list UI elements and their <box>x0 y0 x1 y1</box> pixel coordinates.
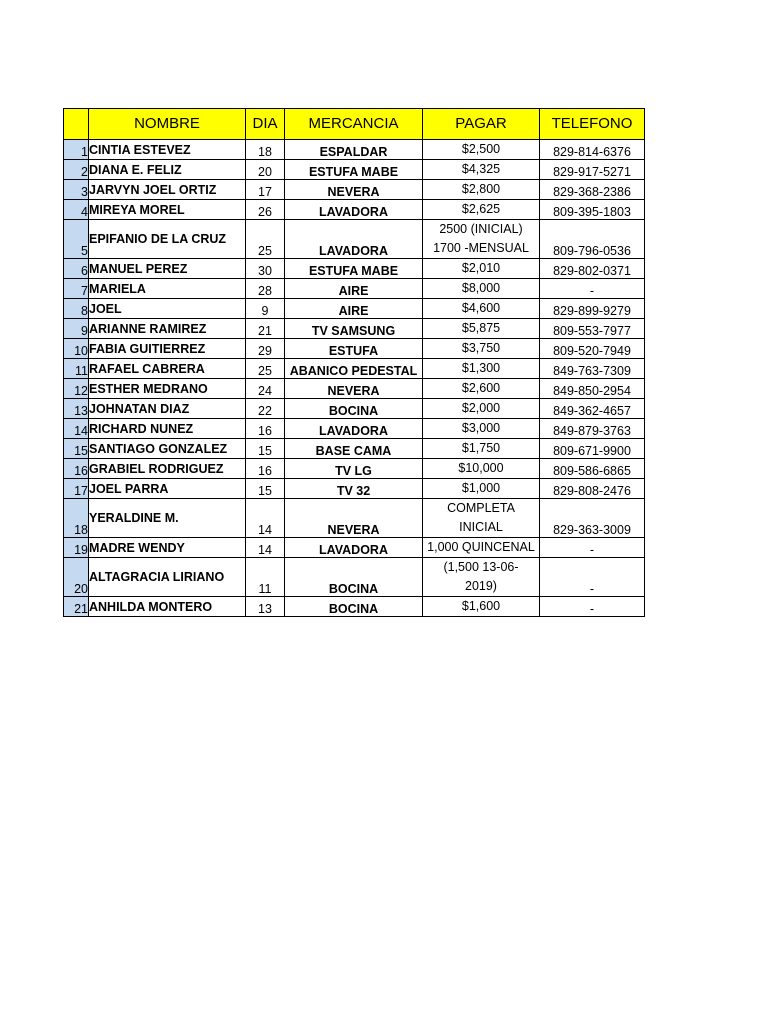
pagar-line: $1,300 <box>461 361 501 375</box>
table-body <box>64 140 645 617</box>
table-row <box>64 439 645 459</box>
cell-telefono[interactable]: 849-850-2954 <box>540 379 645 399</box>
cell-pagar[interactable] <box>423 140 540 160</box>
pagar-line: $1,750 <box>461 441 501 455</box>
cell-telefono[interactable]: 829-368-2386 <box>540 180 645 200</box>
cell-dia[interactable]: 13 <box>246 597 285 617</box>
cell-mercancia[interactable]: BASE CAMA <box>285 439 423 459</box>
cell-pagar[interactable] <box>423 160 540 180</box>
cell-mercancia[interactable]: ESTUFA <box>285 339 423 359</box>
row-number[interactable]: 11 <box>64 359 89 379</box>
cell-mercancia[interactable]: NEVERA <box>285 379 423 399</box>
table-row <box>64 200 645 220</box>
cell-nombre[interactable]: MANUEL PEREZ <box>89 259 246 279</box>
cell-pagar[interactable] <box>423 379 540 399</box>
pagar-line: (1,500 13-06- <box>443 560 519 574</box>
cell-nombre[interactable]: JOEL PARRA <box>89 479 246 499</box>
cell-telefono[interactable]: 849-763-7309 <box>540 359 645 379</box>
cell-dia[interactable]: 28 <box>246 279 285 299</box>
row-number[interactable]: 21 <box>64 597 89 617</box>
header-row <box>64 109 645 140</box>
cell-mercancia[interactable]: LAVADORA <box>285 538 423 558</box>
cell-pagar[interactable] <box>423 479 540 499</box>
cell-pagar[interactable] <box>423 259 540 279</box>
cell-dia[interactable]: 25 <box>246 220 285 259</box>
cell-pagar[interactable] <box>423 359 540 379</box>
cell-dia[interactable]: 29 <box>246 339 285 359</box>
cell-nombre[interactable]: SANTIAGO GONZALEZ <box>89 439 246 459</box>
cell-nombre[interactable]: DIANA E. FELIZ <box>89 160 246 180</box>
cell-telefono[interactable]: - <box>540 279 645 299</box>
cell-telefono[interactable]: 849-879-3763 <box>540 419 645 439</box>
cell-nombre[interactable]: MARIELA <box>89 279 246 299</box>
table-row <box>64 538 645 558</box>
cell-dia[interactable]: 16 <box>246 459 285 479</box>
header-mercancia: MERCANCIA <box>285 109 423 140</box>
cell-pagar[interactable] <box>423 459 540 479</box>
cell-mercancia[interactable]: ESPALDAR <box>285 140 423 160</box>
row-number[interactable]: 20 <box>64 558 89 597</box>
cell-telefono[interactable]: 829-899-9279 <box>540 299 645 319</box>
table-row <box>64 160 645 180</box>
cell-pagar[interactable] <box>423 339 540 359</box>
table-row <box>64 279 645 299</box>
row-number[interactable]: 12 <box>64 379 89 399</box>
row-number[interactable]: 9 <box>64 319 89 339</box>
cell-dia[interactable]: 22 <box>246 399 285 419</box>
pagar-line: $3,000 <box>461 421 501 435</box>
pagar-line: INICIAL <box>459 520 503 534</box>
cell-mercancia[interactable]: BOCINA <box>285 597 423 617</box>
cell-dia[interactable]: 15 <box>246 439 285 459</box>
pagar-line: 1700 -MENSUAL <box>433 241 529 255</box>
pagar-line: $2,600 <box>461 381 501 395</box>
cell-pagar[interactable] <box>423 399 540 419</box>
header-nombre: NOMBRE <box>89 109 246 140</box>
cell-nombre[interactable]: ALTAGRACIA LIRIANO <box>89 558 246 597</box>
table-row <box>64 140 645 160</box>
cell-nombre[interactable]: JOHNATAN DIAZ <box>89 399 246 419</box>
cell-nombre[interactable]: ESTHER MEDRANO <box>89 379 246 399</box>
table-row <box>64 319 645 339</box>
pagar-line: $4,325 <box>461 162 501 176</box>
cell-telefono[interactable]: 829-814-6376 <box>540 140 645 160</box>
header-pagar: PAGAR <box>423 109 540 140</box>
cell-mercancia[interactable]: BOCINA <box>285 399 423 419</box>
row-number[interactable]: 15 <box>64 439 89 459</box>
table-row <box>64 597 645 617</box>
table-row <box>64 499 645 538</box>
cell-nombre[interactable]: JARVYN JOEL ORTIZ <box>89 180 246 200</box>
cell-dia[interactable]: 14 <box>246 499 285 538</box>
cell-telefono[interactable]: 809-796-0536 <box>540 220 645 259</box>
cell-nombre[interactable]: JOEL <box>89 299 246 319</box>
cell-pagar[interactable] <box>423 558 540 597</box>
payments-table <box>63 108 645 617</box>
row-number[interactable]: 6 <box>64 259 89 279</box>
header-telefono: TELEFONO <box>540 109 645 140</box>
cell-pagar[interactable] <box>423 180 540 200</box>
cell-nombre[interactable]: YERALDINE M. <box>89 499 246 538</box>
cell-telefono[interactable]: 829-363-3009 <box>540 499 645 538</box>
row-number[interactable]: 19 <box>64 538 89 558</box>
header-index <box>64 109 89 140</box>
cell-telefono[interactable]: 809-395-1803 <box>540 200 645 220</box>
cell-pagar[interactable] <box>423 279 540 299</box>
cell-mercancia[interactable]: NEVERA <box>285 499 423 538</box>
pagar-line: $2,500 <box>461 142 501 156</box>
header-dia: DIA <box>246 109 285 140</box>
cell-dia[interactable]: 17 <box>246 180 285 200</box>
pagar-line: $3,750 <box>461 341 501 355</box>
pagar-line: $5,875 <box>461 321 501 335</box>
row-number[interactable]: 8 <box>64 299 89 319</box>
pagar-line: COMPLETA <box>447 501 515 515</box>
cell-dia[interactable]: 21 <box>246 319 285 339</box>
row-number[interactable]: 13 <box>64 399 89 419</box>
cell-dia[interactable]: 18 <box>246 140 285 160</box>
row-number[interactable]: 14 <box>64 419 89 439</box>
cell-mercancia[interactable]: LAVADORA <box>285 220 423 259</box>
cell-pagar[interactable] <box>423 597 540 617</box>
table-row <box>64 399 645 419</box>
table-row <box>64 220 645 259</box>
cell-nombre[interactable]: RAFAEL CABRERA <box>89 359 246 379</box>
row-number[interactable]: 1 <box>64 140 89 160</box>
cell-mercancia[interactable]: TV LG <box>285 459 423 479</box>
cell-mercancia[interactable]: AIRE <box>285 299 423 319</box>
cell-nombre[interactable]: RICHARD NUNEZ <box>89 419 246 439</box>
pagar-line: $10,000 <box>458 461 504 475</box>
cell-telefono[interactable]: - <box>540 558 645 597</box>
row-number[interactable]: 16 <box>64 459 89 479</box>
row-number[interactable]: 3 <box>64 180 89 200</box>
cell-dia[interactable]: 11 <box>246 558 285 597</box>
cell-telefono[interactable]: 809-553-7977 <box>540 319 645 339</box>
cell-telefono[interactable]: 829-808-2476 <box>540 479 645 499</box>
row-number[interactable]: 18 <box>64 499 89 538</box>
cell-nombre[interactable]: EPIFANIO DE LA CRUZ <box>89 220 246 259</box>
pagar-line: $2,010 <box>461 261 501 275</box>
cell-telefono[interactable]: 829-802-0371 <box>540 259 645 279</box>
cell-telefono[interactable]: 809-671-9900 <box>540 439 645 459</box>
cell-telefono[interactable]: - <box>540 597 645 617</box>
cell-mercancia[interactable]: AIRE <box>285 279 423 299</box>
cell-pagar[interactable] <box>423 538 540 558</box>
pagar-line: 2500 (INICIAL) <box>439 222 523 236</box>
cell-pagar[interactable] <box>423 220 540 259</box>
pagar-line: $2,000 <box>461 401 501 415</box>
cell-mercancia[interactable]: ABANICO PEDESTAL <box>285 359 423 379</box>
cell-mercancia[interactable]: TV 32 <box>285 479 423 499</box>
cell-telefono[interactable]: 829-917-5271 <box>540 160 645 180</box>
cell-dia[interactable]: 26 <box>246 200 285 220</box>
table-row <box>64 479 645 499</box>
cell-dia[interactable]: 16 <box>246 419 285 439</box>
table-row <box>64 379 645 399</box>
cell-nombre[interactable]: MADRE WENDY <box>89 538 246 558</box>
row-number[interactable]: 5 <box>64 220 89 259</box>
row-number[interactable]: 2 <box>64 160 89 180</box>
cell-mercancia[interactable]: LAVADORA <box>285 200 423 220</box>
pagar-line: $2,800 <box>461 182 501 196</box>
table-row <box>64 339 645 359</box>
pagar-line: $1,600 <box>461 599 501 613</box>
pagar-line: $4,600 <box>461 301 501 315</box>
pagar-line: 2019) <box>465 579 497 593</box>
row-number[interactable]: 7 <box>64 279 89 299</box>
pagar-line: $8,000 <box>461 281 501 295</box>
table-row <box>64 259 645 279</box>
cell-mercancia[interactable]: TV SAMSUNG <box>285 319 423 339</box>
cell-dia[interactable]: 25 <box>246 359 285 379</box>
table-row <box>64 419 645 439</box>
cell-nombre[interactable]: CINTIA ESTEVEZ <box>89 140 246 160</box>
cell-pagar[interactable] <box>423 419 540 439</box>
cell-nombre[interactable]: FABIA GUITIERREZ <box>89 339 246 359</box>
cell-telefono[interactable]: 809-520-7949 <box>540 339 645 359</box>
cell-mercancia[interactable]: LAVADORA <box>285 419 423 439</box>
table-row <box>64 180 645 200</box>
pagar-line: $2,625 <box>461 202 501 216</box>
table-row <box>64 299 645 319</box>
cell-pagar[interactable] <box>423 200 540 220</box>
cell-mercancia[interactable]: ESTUFA MABE <box>285 259 423 279</box>
cell-pagar[interactable] <box>423 439 540 459</box>
cell-dia[interactable]: 24 <box>246 379 285 399</box>
pagar-line: $1,000 <box>461 481 501 495</box>
cell-telefono[interactable]: - <box>540 538 645 558</box>
cell-pagar[interactable] <box>423 299 540 319</box>
cell-nombre[interactable]: ANHILDA MONTERO <box>89 597 246 617</box>
row-number[interactable]: 10 <box>64 339 89 359</box>
cell-nombre[interactable]: ARIANNE RAMIREZ <box>89 319 246 339</box>
pagar-line: 1,000 QUINCENAL <box>427 540 535 554</box>
cell-pagar[interactable] <box>423 499 540 538</box>
cell-nombre[interactable]: GRABIEL RODRIGUEZ <box>89 459 246 479</box>
row-number[interactable]: 4 <box>64 200 89 220</box>
table-row <box>64 558 645 597</box>
table-row <box>64 359 645 379</box>
cell-dia[interactable]: 15 <box>246 479 285 499</box>
cell-dia[interactable]: 30 <box>246 259 285 279</box>
cell-dia[interactable]: 9 <box>246 299 285 319</box>
cell-mercancia[interactable]: ESTUFA MABE <box>285 160 423 180</box>
cell-mercancia[interactable]: NEVERA <box>285 180 423 200</box>
cell-nombre[interactable]: MIREYA MOREL <box>89 200 246 220</box>
cell-mercancia[interactable]: BOCINA <box>285 558 423 597</box>
cell-telefono[interactable]: 849-362-4657 <box>540 399 645 419</box>
row-number[interactable]: 17 <box>64 479 89 499</box>
table-row <box>64 459 645 479</box>
cell-telefono[interactable]: 809-586-6865 <box>540 459 645 479</box>
cell-pagar[interactable] <box>423 319 540 339</box>
cell-dia[interactable]: 20 <box>246 160 285 180</box>
cell-dia[interactable]: 14 <box>246 538 285 558</box>
